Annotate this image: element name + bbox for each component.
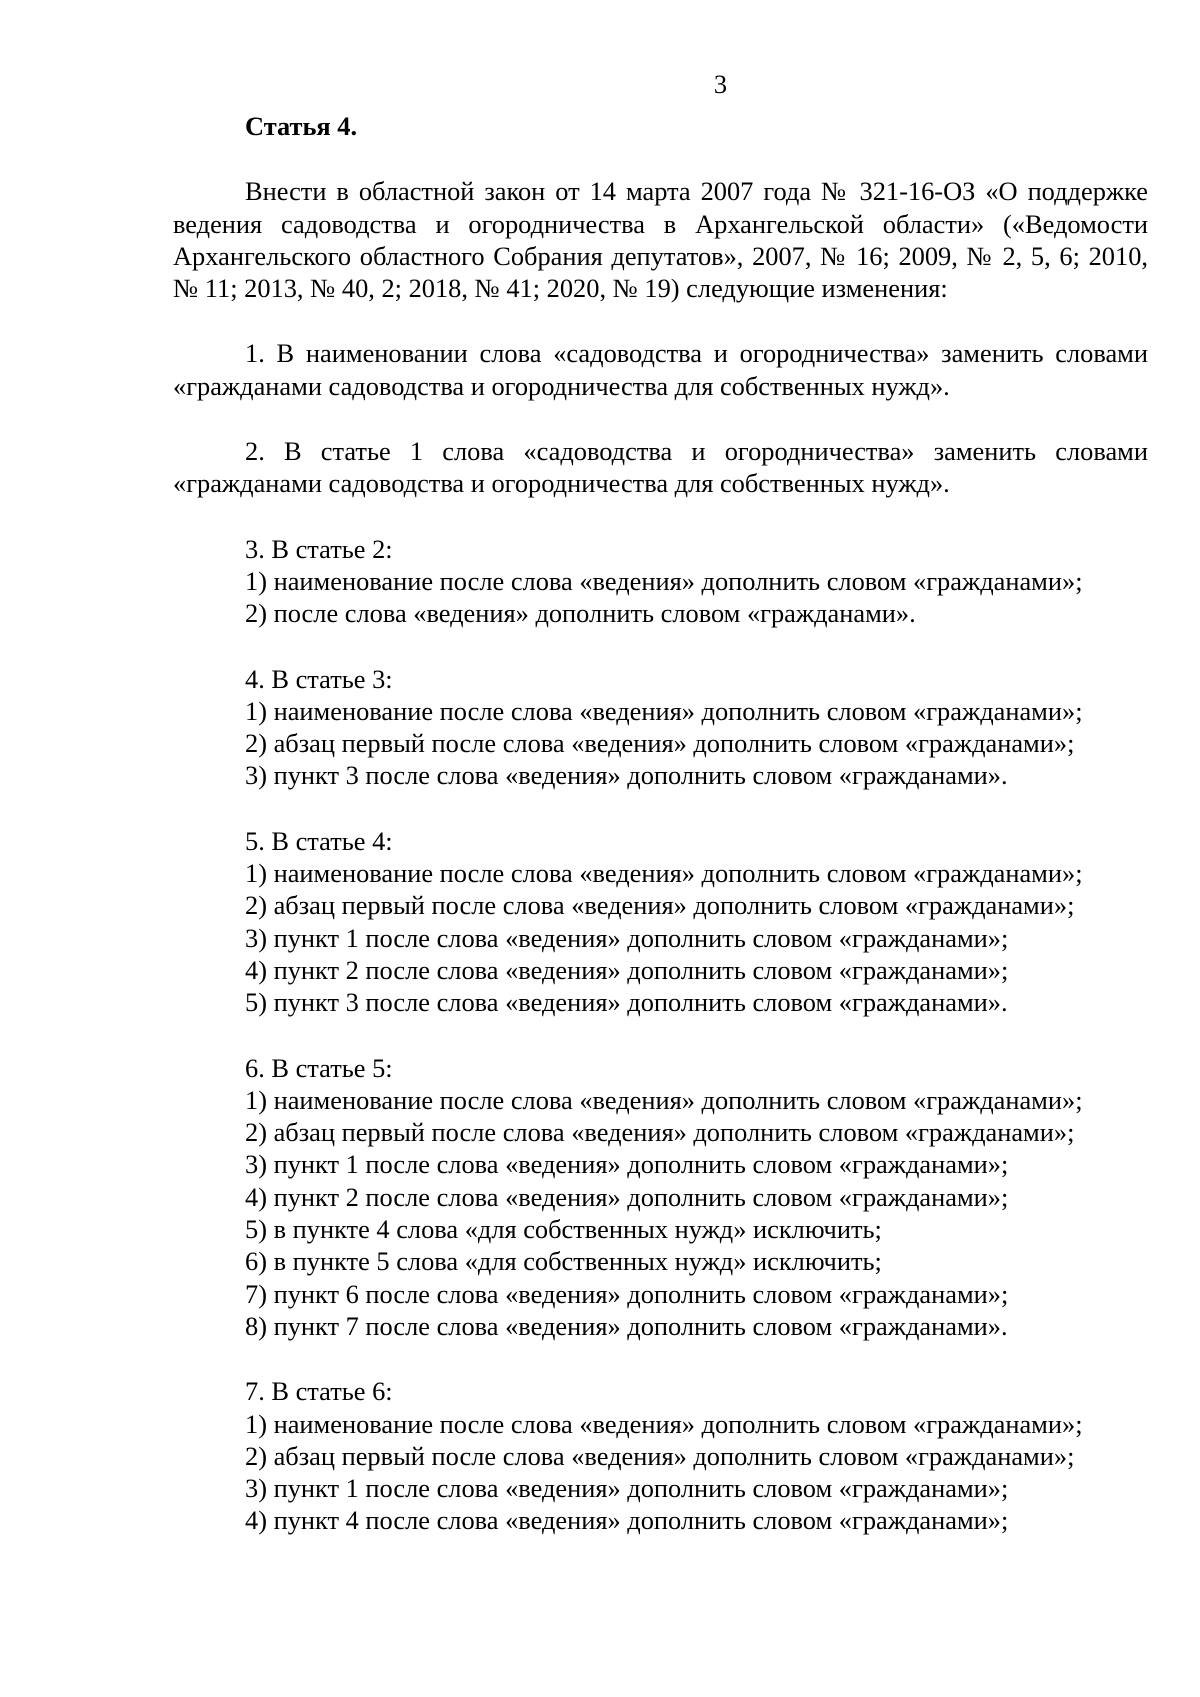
subitem: 5) в пункте 4 слова «для собственных нужд» исключить; xyxy=(245,1214,882,1245)
item-title: 3. В статье 2: xyxy=(245,533,393,564)
subitem: 4) пункт 4 после слова «ведения» дополнить словом «гражданами»; xyxy=(245,1505,1009,1536)
subitem: 2) абзац первый после слова «ведения» дополнить словом «гражданами»; xyxy=(245,1117,1075,1148)
page-number: 3 xyxy=(713,69,728,99)
subitem: 2) абзац первый после слова «ведения» дополнить словом «гражданами»; xyxy=(245,890,1075,921)
subitem: 2) абзац первый после слова «ведения» дополнить словом «гражданами»; xyxy=(245,728,1075,759)
subitem: 4) пункт 2 после слова «ведения» дополнить словом «гражданами»; xyxy=(245,1181,1009,1212)
subitem: 3) пункт 1 после слова «ведения» дополнить словом «гражданами»; xyxy=(245,1473,1009,1504)
amendment-item-3 xyxy=(173,500,1148,630)
subitem: 5) пункт 3 после слова «ведения» дополнить словом «гражданами». xyxy=(245,987,1008,1018)
subitem: 1) наименование после слова «ведения» дополнить словом «гражданами»; xyxy=(245,1408,1083,1439)
subitem: 6) в пункте 5 слова «для собственных нужд» исключить; xyxy=(245,1246,882,1277)
subitem: 3) пункт 1 после слова «ведения» дополнить словом «гражданами»; xyxy=(245,922,1009,953)
subitem: 3) пункт 1 после слова «ведения» дополнить словом «гражданами»; xyxy=(245,1149,1009,1180)
item-title: 5. В статье 4: xyxy=(245,825,393,856)
amendment-item-1: 1. В наименовании слова «садоводства и огородничества» заменить словами «гражданами садоводства и огородничества для собственных нужд». xyxy=(173,338,1148,401)
article-title: Статья 4. xyxy=(245,111,358,141)
amendment-item-2: 2. В статье 1 слова «садоводства и огородничества» заменить словами «гражданами садоводства и огородничества для собственных нужд». xyxy=(173,436,1148,499)
subitem: 1) наименование после слова «ведения» дополнить словом «гражданами»; xyxy=(245,1084,1083,1115)
item-title: 6. В статье 5: xyxy=(245,1052,393,1083)
subitem: 1) наименование после слова «ведения» дополнить словом «гражданами»; xyxy=(245,858,1083,889)
amendment-item-7 xyxy=(173,1342,1148,1536)
subitem: 7) пункт 6 после слова «ведения» дополнить словом «гражданами»; xyxy=(245,1278,1009,1309)
subitem: 2) абзац первый после слова «ведения» дополнить словом «гражданами»; xyxy=(245,1440,1075,1471)
subitem: 1) наименование после слова «ведения» дополнить словом «гражданами»; xyxy=(245,565,1083,596)
amendment-item-6 xyxy=(173,1019,1148,1343)
intro-paragraph: Внести в областной закон от 14 марта 2007 года № 321-16-ОЗ «О поддержке ведения садоводства и огородничества в Архангельской области» («Ведомости Архангельского областного Собрания депутатов», 2007, № 16; 2009, № 2, 5, 6; 2010, № 11; 2013, № 40, 2; 2018, № 41; 2020, № 19) следующие изменения: xyxy=(173,176,1148,304)
subitem: 1) наименование после слова «ведения» дополнить словом «гражданами»; xyxy=(245,695,1083,726)
subitem: 8) пункт 7 после слова «ведения» дополнить словом «гражданами». xyxy=(245,1310,1008,1341)
subitem: 4) пункт 2 после слова «ведения» дополнить словом «гражданами»; xyxy=(245,954,1009,985)
amendment-item-5 xyxy=(173,792,1148,1019)
item-title: 7. В статье 6: xyxy=(245,1376,393,1407)
amendment-item-4 xyxy=(173,630,1148,792)
item-title: 4. В статье 3: xyxy=(245,663,393,694)
subitem: 2) после слова «ведения» дополнить словом «гражданами». xyxy=(245,598,916,629)
subitem: 3) пункт 3 после слова «ведения» дополнить словом «гражданами». xyxy=(245,760,1008,791)
